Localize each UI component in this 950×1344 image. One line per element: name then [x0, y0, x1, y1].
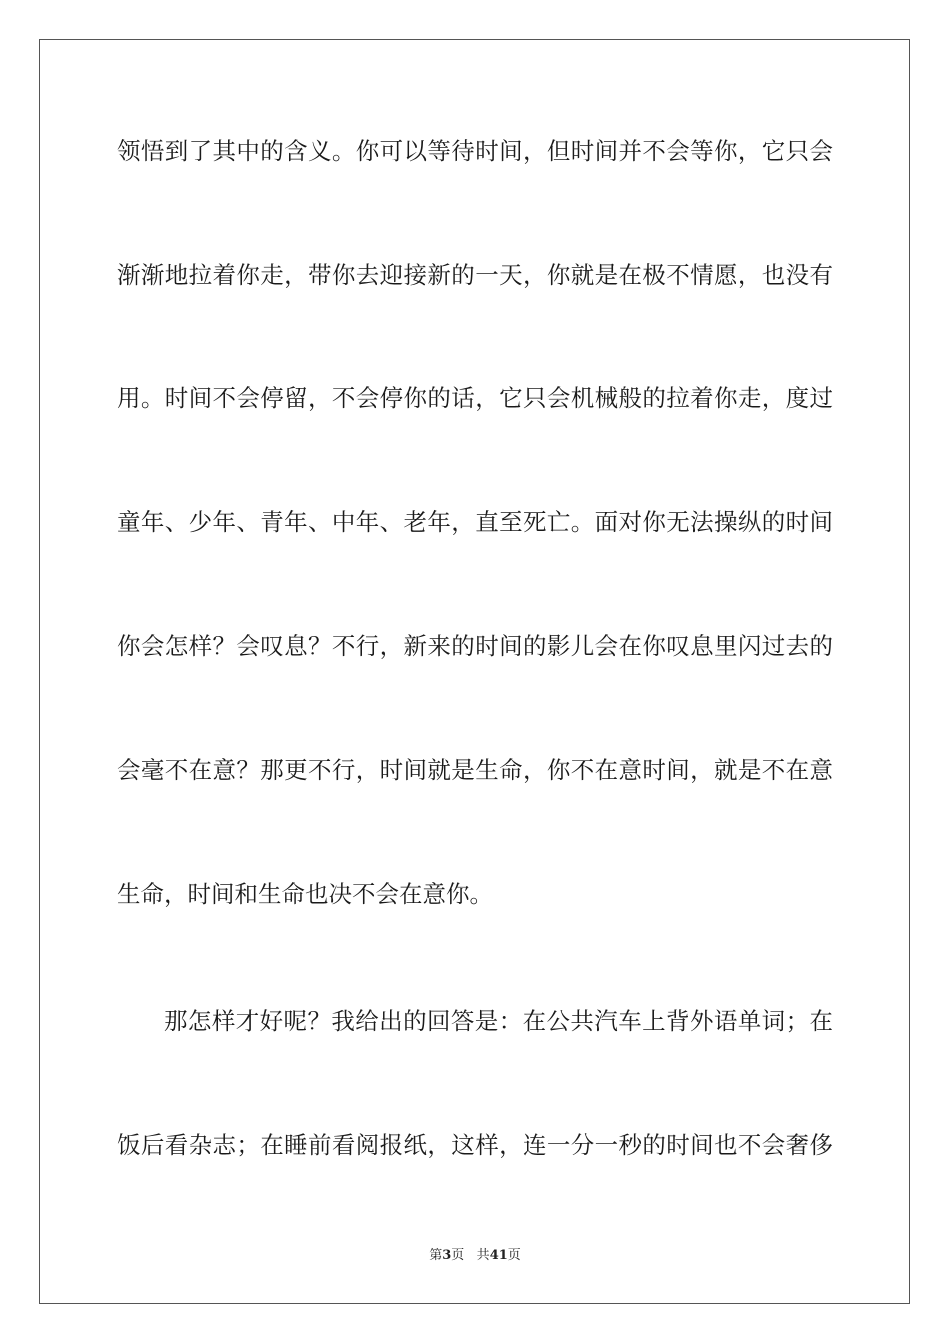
- body-text-line-6: 会毫不在意？那更不行，时间就是生命，你不在意时间，就是不在意: [117, 756, 833, 784]
- body-text-line-4: 童年、少年、青年、中年、老年，直至死亡。面对你无法操纵的时间: [117, 508, 833, 536]
- body-text-line-3: 用。时间不会停留，不会停你的话，它只会机械般的拉着你走，度过: [117, 384, 833, 412]
- footer-total-suffix: 页: [507, 1248, 521, 1263]
- body-text-line-1: 领悟到了其中的含义。你可以等待时间，但时间并不会等你，它只会: [117, 137, 833, 165]
- footer-page-number: 3: [442, 1248, 452, 1263]
- footer-page-suffix: 页: [451, 1248, 465, 1263]
- page-border: [39, 39, 910, 1304]
- footer-total-pages: 41: [489, 1248, 508, 1263]
- body-text-line-2: 渐渐地拉着你走，带你去迎接新的一天，你就是在极不情愿，也没有: [117, 261, 833, 289]
- footer-page-prefix: 第: [429, 1248, 443, 1263]
- body-text-line-9: 饭后看杂志；在睡前看阅报纸，这样，连一分一秒的时间也不会奢侈: [117, 1131, 833, 1159]
- body-text-line-5: 你会怎样？会叹息？不行，新来的时间的影儿会在你叹息里闪过去的: [117, 632, 833, 660]
- page-footer: [0, 1246, 950, 1266]
- body-text-line-7: 生命，时间和生命也决不会在意你。: [117, 880, 493, 908]
- body-text-line-8: 那怎样才好呢？我给出的回答是：在公共汽车上背外语单词；在: [164, 1007, 833, 1035]
- footer-total-prefix: 共: [476, 1248, 490, 1263]
